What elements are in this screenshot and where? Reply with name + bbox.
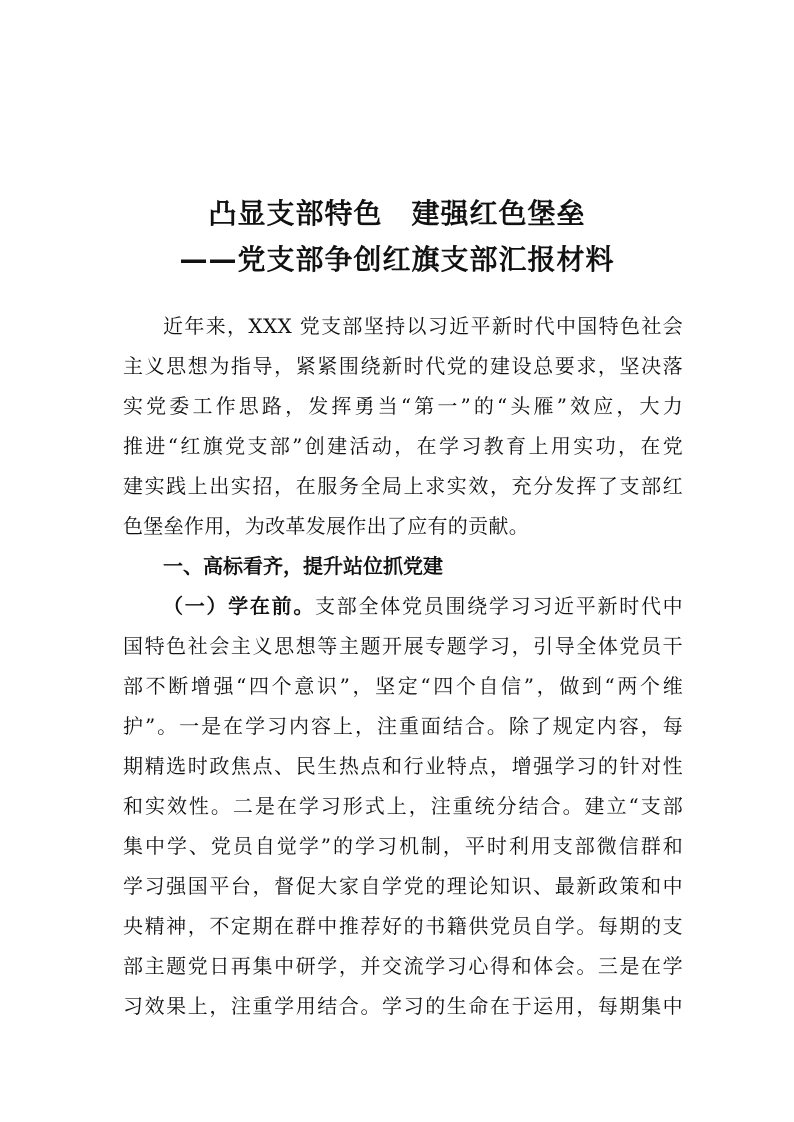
body-line: 国特色社会主义思想等主题开展专题学习，引导全体党员干 <box>123 634 683 658</box>
body-line: 部主题党日再集中研学，并交流学习心得和体会。三是在学 <box>123 954 683 978</box>
body-line: 部不断增强“四个意识”，坚定“四个自信”，做到“两个维 <box>123 674 683 698</box>
body-line: 学习强国平台，督促大家自学党的理论知识、最新政策和中 <box>123 874 683 898</box>
document-subtitle: ——党支部争创红旗支部汇报材料 <box>179 243 615 276</box>
intro-line: 主义思想为指导，紧紧围绕新时代党的建设总要求，坚决落 <box>123 354 683 378</box>
intro-line: 色堡垒作用，为改革发展作出了应有的贡献。 <box>123 514 529 538</box>
body-line: 和实效性。二是在学习形式上，注重统分结合。建立“支部 <box>123 794 683 818</box>
intro-line: 实党委工作思路，发挥勇当“第一”的“头雁”效应，大力 <box>123 394 683 418</box>
subsection-first-line-text: 支部全体党员围绕学习习近平新时代中 <box>315 594 683 618</box>
body-line: 集中学、党员自觉学”的学习机制，平时利用支部微信群和 <box>123 834 683 858</box>
intro-line: 近年来，XXX 党支部坚持以习近平新时代中国特色社会 <box>163 314 683 338</box>
document-title: 凸显支部特色 建强红色堡垒 <box>208 197 586 230</box>
body-line: 央精神，不定期在群中推荐好的书籍供党员自学。每期的支 <box>123 914 683 938</box>
section-heading: 一、高标看齐，提升站位抓党建 <box>163 554 443 578</box>
intro-line: 建实践上出实招，在服务全局上求实效，充分发挥了支部红 <box>123 474 683 498</box>
body-line: 习效果上，注重学用结合。学习的生命在于运用，每期集中 <box>123 994 683 1018</box>
subsection-first-line <box>163 586 683 626</box>
intro-line: 推进“红旗党支部”创建活动，在学习教育上用实功，在党 <box>123 434 683 458</box>
subsection-label: （一）学在前。 <box>163 594 316 618</box>
body-line: 护”。一是在学习内容上，注重面结合。除了规定内容，每 <box>123 714 683 738</box>
body-line: 期精选时政焦点、民生热点和行业特点，增强学习的针对性 <box>123 754 683 778</box>
